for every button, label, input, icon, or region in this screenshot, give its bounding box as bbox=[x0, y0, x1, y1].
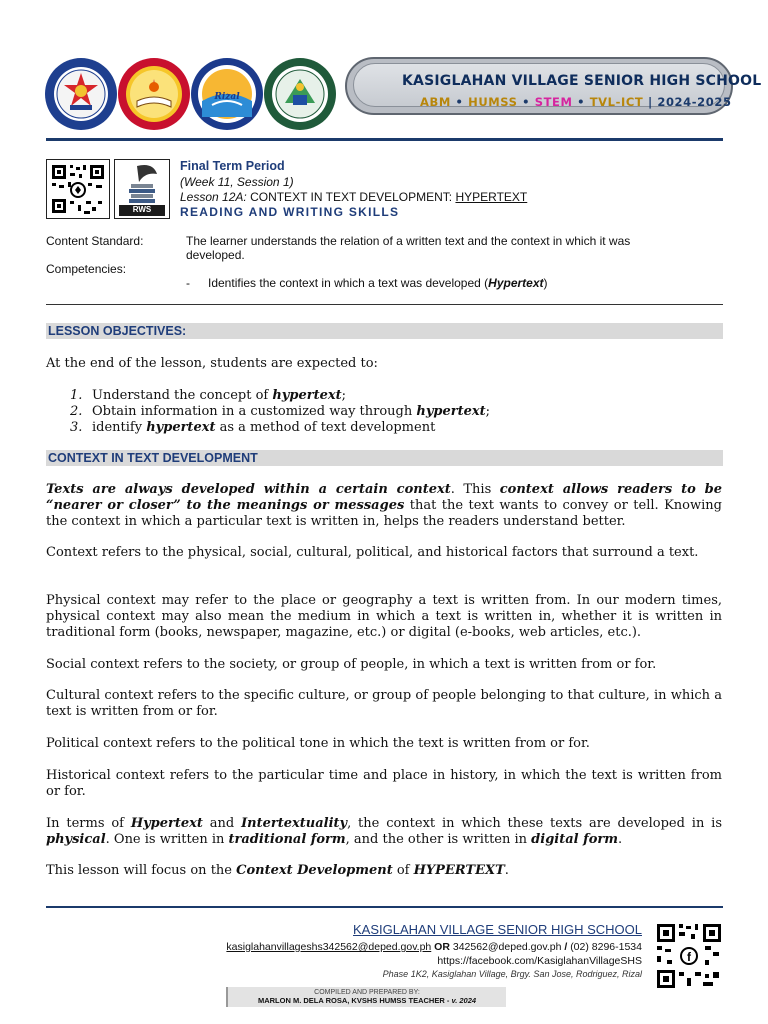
lesson-title-hypertext: HYPERTEXT bbox=[455, 190, 528, 204]
competencies-label: Competencies: bbox=[46, 262, 127, 276]
footer-address: Phase 1K2, Kasiglahan Village, Brgy. San Jose, Rodriguez, Rizal bbox=[382, 969, 642, 979]
footer-email-2[interactable]: 342562@deped.gov.ph bbox=[452, 941, 562, 953]
context-paragraph-hypertext: In terms of Hypertext and Intertextuality, the context in which these texts are developed in is physical. One is written in traditional form, and the other is written in digital form. bbox=[46, 816, 722, 847]
school-name: KASIGLAHAN VILLAGE SENIOR HIGH SCHOOL bbox=[402, 73, 762, 89]
content-standard-label: Content Standard: bbox=[46, 234, 144, 248]
footer-email-1[interactable]: kasiglahanvillageshs342562@deped.gov.ph bbox=[226, 941, 432, 953]
context-paragraph-political: Political context refers to the political tone in which the text is written from or for. bbox=[46, 736, 590, 751]
footer-contacts: kasiglahanvillageshs342562@deped.gov.ph OR 342562@deped.gov.ph / (02) 8296-1534 bbox=[226, 941, 642, 953]
author-line: MARLON M. DELA ROSA, KVSHS HUMSS TEACHER - v. 2024 bbox=[257, 996, 477, 1005]
school-year: | 2024-2025 bbox=[647, 95, 732, 109]
objectives-heading-bar bbox=[46, 323, 723, 339]
credit-box bbox=[226, 987, 506, 1007]
lesson-number: Lesson 12A: bbox=[180, 190, 251, 204]
competency-item: Identifies the context in which a text was developed (Hypertext) bbox=[208, 276, 548, 290]
footer-phone: (02) 8296-1534 bbox=[570, 941, 642, 953]
svg-text:f: f bbox=[687, 950, 691, 964]
objective-item: 1. Understand the concept of hypertext; bbox=[70, 388, 346, 403]
competency-dash: - bbox=[186, 276, 190, 290]
objectives-intro: At the end of the lesson, students are expected to: bbox=[46, 356, 378, 371]
strand-stem: STEM bbox=[534, 95, 573, 109]
compiled-label: COMPILED AND PREPARED BY: bbox=[314, 989, 420, 996]
lesson-heading bbox=[180, 190, 527, 204]
context-paragraph-physical: Physical context may refer to the place or geography a text is written from. In our modern times, physical context may also mean the medium in which a text is written in, whether it is written in traditional form (books, newspaper, magazine, etc.) or digital (e-books, web articles, etc.). bbox=[46, 593, 722, 640]
context-paragraph-social: Social context refers to the society, or group of people, in which a text is written from or for. bbox=[46, 657, 657, 672]
objectives-list bbox=[70, 388, 670, 436]
objective-item: 3. identify hypertext as a method of text development bbox=[70, 420, 436, 435]
header-rule bbox=[46, 138, 723, 141]
context-paragraph-1: Texts are always developed within a certain context. This context allows readers to be “nearer or closer” to the meanings or messages that the text wants to convey or tell. Knowing the context in which a particular text is written in, helps the readers understand better. bbox=[46, 482, 722, 529]
division-rizal-seal bbox=[190, 57, 264, 131]
strand-humss: HUMSS bbox=[468, 95, 518, 109]
footer-school-name: KASIGLAHAN VILLAGE SENIOR HIGH SCHOOL bbox=[353, 922, 642, 937]
standards-divider bbox=[46, 304, 723, 305]
week-session: (Week 11, Session 1) bbox=[180, 175, 294, 189]
context-paragraph-2: Context refers to the physical, social, cultural, political, and historical factors that surround a text. bbox=[46, 545, 699, 560]
context-paragraph-focus: This lesson will focus on the Context Development of HYPERTEXT. bbox=[46, 863, 509, 878]
qr-code-header bbox=[46, 159, 110, 219]
deped-region-seal bbox=[117, 57, 191, 131]
lesson-title: CONTEXT IN TEXT DEVELOPMENT: bbox=[250, 190, 456, 204]
strand-tvl: TVL-ICT bbox=[589, 95, 644, 109]
footer-facebook-link[interactable]: https://facebook.com/KasiglahanVillageSHS bbox=[437, 955, 642, 967]
objectives-heading: LESSON OBJECTIVES: bbox=[48, 324, 187, 338]
svg-text:Rizal: Rizal bbox=[214, 92, 240, 102]
rws-label: RWS bbox=[132, 205, 152, 214]
school-seal bbox=[263, 57, 337, 131]
subject-title: READING AND WRITING SKILLS bbox=[180, 205, 400, 219]
footer-rule bbox=[46, 906, 723, 908]
context-paragraph-historical: Historical context refers to the particular time and place in history, in which the text is written from or for. bbox=[46, 768, 722, 799]
strand-list: ABM • HUMSS • STEM • TVL-ICT | 2024-2025 bbox=[420, 95, 732, 109]
strand-abm: ABM bbox=[420, 95, 451, 109]
objective-item: 2. Obtain information in a customized way through hypertext; bbox=[70, 404, 491, 419]
context-heading-bar bbox=[46, 450, 723, 466]
deped-seal bbox=[44, 57, 118, 131]
context-paragraph-cultural: Cultural context refers to the specific culture, or group of people belonging to that culture, in which a text is written from or for. bbox=[46, 688, 722, 719]
rws-logo bbox=[114, 159, 170, 219]
term-period: Final Term Period bbox=[180, 159, 285, 173]
school-banner bbox=[345, 57, 762, 115]
content-standard-text: The learner understands the relation of a written text and the context in which it was developed. bbox=[186, 234, 631, 262]
qr-code-footer bbox=[655, 922, 723, 990]
context-heading: CONTEXT IN TEXT DEVELOPMENT bbox=[48, 451, 258, 465]
